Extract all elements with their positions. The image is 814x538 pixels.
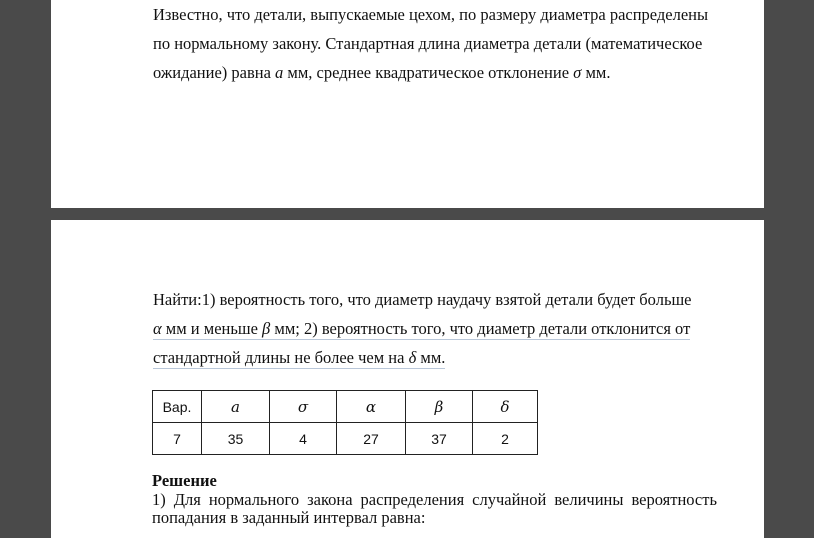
symbol-delta: δ bbox=[408, 348, 417, 367]
table-cell: 7 bbox=[153, 423, 202, 455]
text-line: 1) Для нормального закона распределения случайной величины вероятность bbox=[152, 489, 717, 509]
header-cell: β bbox=[406, 391, 473, 423]
table-row bbox=[153, 423, 538, 455]
header-cell: σ bbox=[270, 391, 337, 423]
solution-heading: Решение bbox=[152, 471, 217, 490]
document-page-2 bbox=[51, 220, 764, 538]
table-cell: 2 bbox=[473, 423, 538, 455]
table-cell: 4 bbox=[270, 423, 337, 455]
header-cell: α bbox=[337, 391, 406, 423]
table-cell: 27 bbox=[337, 423, 406, 455]
symbol-sigma: σ bbox=[573, 63, 582, 82]
text-fragment: мм; 2) вероятность того, что диаметр детали отклонится от bbox=[274, 319, 691, 338]
symbol-beta: β bbox=[262, 319, 271, 338]
text-line: Известно, что детали, выпускаемые цехом, по размеру диаметра распределены bbox=[153, 5, 709, 24]
text-fragment: мм. bbox=[420, 348, 446, 367]
document-page-1 bbox=[51, 0, 764, 208]
text-fragment: мм, среднее квадратическое отклонение bbox=[287, 63, 570, 82]
table-cell: 35 bbox=[202, 423, 270, 455]
variant-table bbox=[152, 390, 538, 455]
text-line: по нормальному закону. Стандартная длина диаметра детали (математическое bbox=[153, 34, 703, 53]
text-line bbox=[153, 343, 743, 372]
text-fragment: ожидание) равна bbox=[153, 63, 271, 82]
text-line bbox=[153, 58, 743, 87]
text-fragment: мм. bbox=[585, 63, 611, 82]
table-cell: 37 bbox=[406, 423, 473, 455]
text-fragment: мм и меньше bbox=[165, 319, 258, 338]
text-fragment: стандартной длины не более чем на bbox=[153, 348, 405, 367]
header-cell: δ bbox=[473, 391, 538, 423]
symbol-a: a bbox=[275, 63, 284, 82]
header-cell: a bbox=[202, 391, 270, 423]
task-statement bbox=[153, 285, 743, 372]
text-line: Найти:1) вероятность того, что диаметр наудачу взятой детали будет больше bbox=[153, 290, 692, 309]
header-cell: Вар. bbox=[153, 391, 202, 423]
text-line bbox=[153, 314, 743, 343]
table-header-row bbox=[153, 391, 538, 423]
symbol-alpha: α bbox=[153, 319, 162, 338]
solution-block bbox=[152, 472, 717, 528]
text-line: попадания в заданный интервал равна: bbox=[152, 508, 426, 527]
problem-statement bbox=[153, 0, 743, 87]
